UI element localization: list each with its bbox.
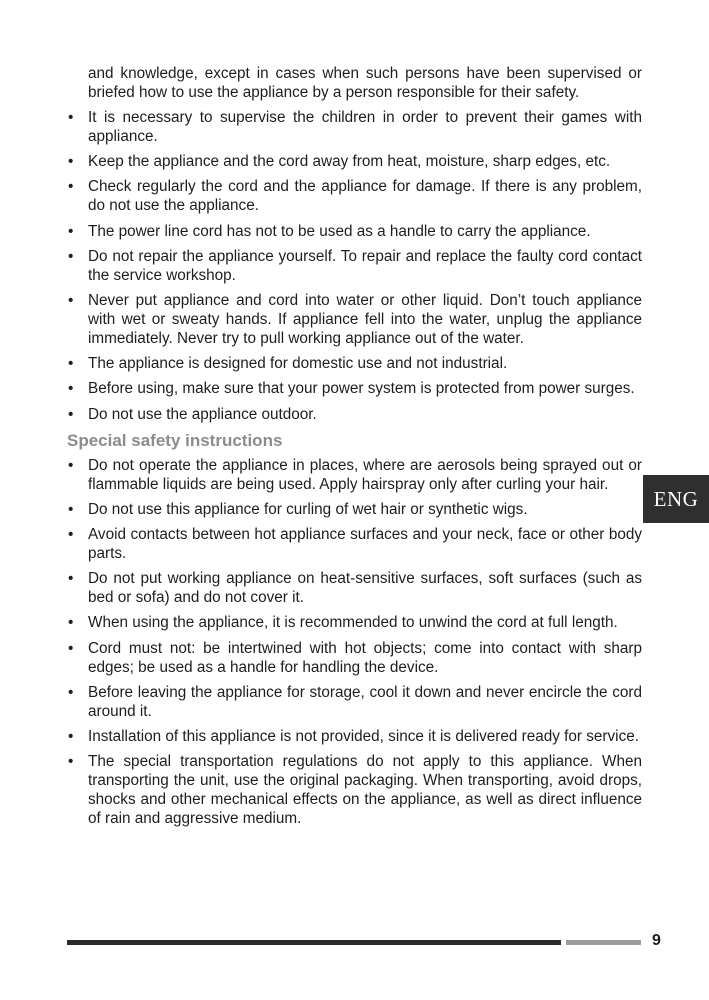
manual-page-content	[67, 64, 642, 834]
bullet-icon: •	[68, 753, 74, 771]
list-item	[67, 727, 642, 746]
list-item	[67, 108, 642, 146]
list-item-text: Keep the appliance and the cord away from heat, moisture, sharp edges, etc.	[88, 153, 611, 171]
bullet-icon: •	[68, 526, 74, 544]
bullet-icon: •	[68, 639, 74, 657]
list-item-text: Cord must not: be intertwined with hot objects; come into contact with sharp edges; be used as a handle for handling the device.	[88, 639, 642, 676]
list-item	[67, 525, 642, 563]
list-item	[67, 569, 642, 607]
list-item-text: Do not use this appliance for curling of wet hair or synthetic wigs.	[88, 500, 528, 518]
bullet-icon: •	[68, 614, 74, 632]
bullet-icon: •	[68, 291, 74, 309]
list-item-text: Avoid contacts between hot appliance surfaces and your neck, face or other body parts.	[88, 526, 642, 563]
section-title-special-safety: Special safety instructions	[67, 430, 283, 450]
special-safety-list	[67, 456, 642, 829]
list-item	[67, 379, 642, 398]
list-item-text: The special transportation regulations do not apply to this appliance. When transporting the unit, use the original packaging. When transporting, avoid drops, shocks and other mechanical effects on the appliance, as well as direct influence of rain and aggressive medium.	[88, 753, 642, 828]
list-item-text: Do not repair the appliance yourself. To repair and replace the faulty cord contact the service workshop.	[88, 247, 642, 284]
page-number: 9	[652, 932, 661, 949]
bullet-icon: •	[68, 380, 74, 398]
list-item-text: The appliance is designed for domestic use and not industrial.	[88, 355, 508, 373]
bullet-icon: •	[68, 683, 74, 701]
bullet-icon: •	[68, 570, 74, 588]
list-item	[67, 405, 642, 424]
bullet-icon: •	[68, 222, 74, 240]
list-item-text: Do not put working appliance on heat-sensitive surfaces, soft surfaces (such as bed or sofa) and do not cover it.	[88, 570, 642, 607]
footer-rule-dark	[67, 940, 561, 945]
bullet-icon: •	[68, 728, 74, 745]
list-item	[67, 152, 642, 171]
list-item-text: Before using, make sure that your power system is protected from power surges.	[88, 380, 635, 398]
bullet-icon: •	[68, 405, 74, 423]
list-item	[67, 752, 642, 828]
bullet-icon: •	[68, 456, 74, 474]
list-item-text: Before leaving the appliance for storage, cool it down and never encircle the cord around it.	[88, 683, 642, 720]
list-item	[67, 456, 642, 494]
continuation-paragraph: and knowledge, except in cases when such persons have been supervised or briefed how to use the appliance by a person responsible for their safety.	[88, 65, 642, 101]
list-item	[67, 222, 642, 241]
bullet-icon: •	[68, 178, 74, 196]
bullet-icon: •	[68, 153, 74, 171]
list-item	[67, 613, 642, 632]
list-item	[67, 354, 642, 373]
list-item	[67, 683, 642, 721]
language-tab: ENG	[643, 475, 709, 523]
list-item-text: Never put appliance and cord into water or other liquid. Don’t touch appliance with wet or sweaty hands. If appliance fell into the water, unplug the appliance immediately. Never try to pull working appliance out of the water.	[88, 291, 642, 347]
bullet-icon: •	[68, 500, 74, 518]
list-item-text: Do not use the appliance outdoor.	[88, 405, 317, 423]
list-item-text: Do not operate the appliance in places, where are aerosols being sprayed out or flammable liquids are being used. Apply hairspray only after curling your hair.	[88, 456, 642, 493]
list-item-text: The power line cord has not to be used as a handle to carry the appliance.	[88, 222, 591, 240]
bullet-icon: •	[68, 109, 74, 126]
footer-rule-light	[566, 940, 641, 945]
list-item	[67, 291, 642, 348]
list-item	[67, 177, 642, 215]
list-item-text: It is necessary to supervise the children in order to prevent their games with appliance.	[88, 109, 642, 145]
list-item-text: Installation of this appliance is not provided, since it is delivered ready for service.	[88, 728, 639, 745]
bullet-icon: •	[68, 247, 74, 265]
list-item	[67, 247, 642, 285]
list-item-text: Check regularly the cord and the appliance for damage. If there is any problem, do not use the appliance.	[88, 178, 642, 215]
list-item-text: When using the appliance, it is recommended to unwind the cord at full length.	[88, 614, 618, 632]
list-item	[67, 500, 642, 519]
general-safety-list	[67, 108, 642, 424]
list-item	[67, 639, 642, 677]
bullet-icon: •	[68, 355, 74, 373]
